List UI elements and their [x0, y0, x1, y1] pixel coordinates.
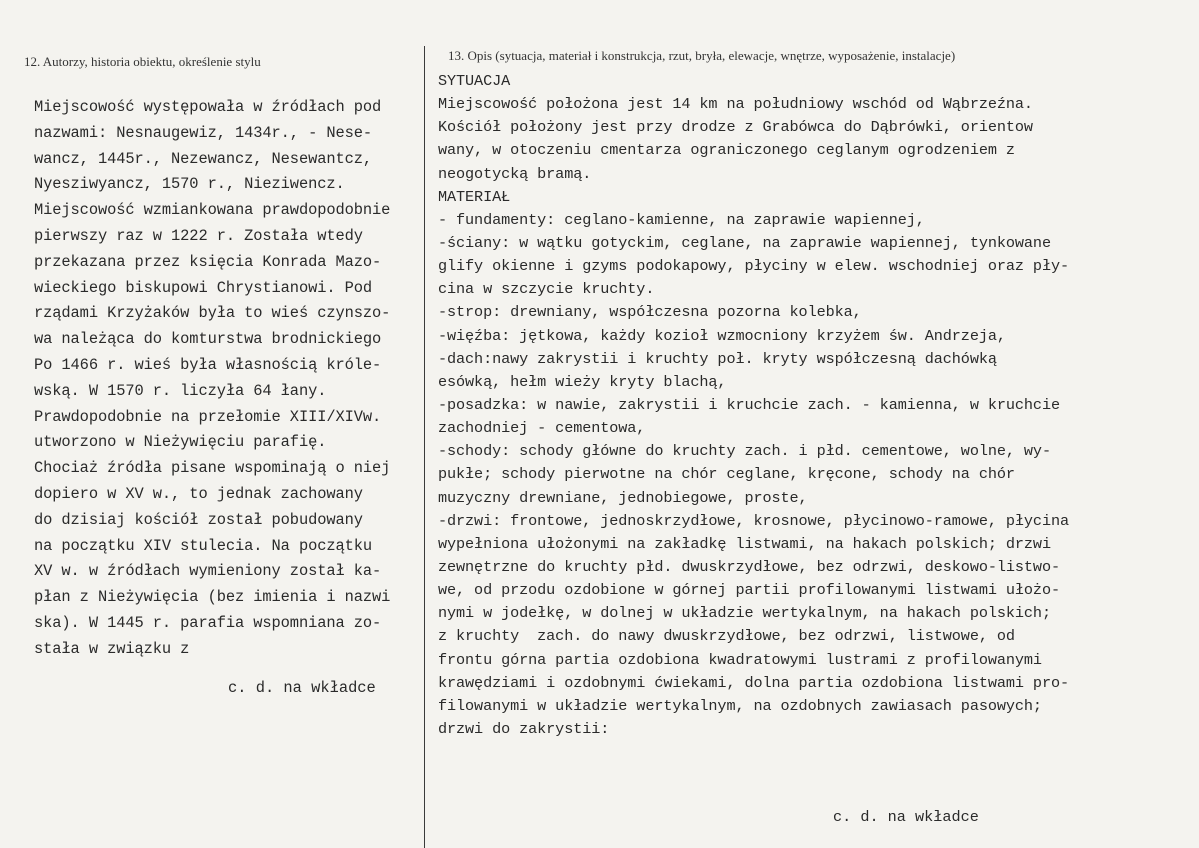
text-line: utworzono w Nieżywięciu parafię. — [34, 433, 327, 452]
text-line: -dach:nawy zakrystii i kruchty poł. kryty współczesną dachówką — [438, 349, 997, 368]
text-line: Po 1466 r. wieś była własnością króle- — [34, 355, 382, 374]
description-text-block — [438, 70, 1183, 741]
text-line: wa należąca do komturstwa brodnickiego — [34, 330, 382, 349]
text-line: zewnętrzne do kruchty płd. dwuskrzydłowe, bez odrzwi, deskowo-listwo- — [438, 557, 1060, 576]
text-line: frontu górna partia ozdobiona kwadratowymi lustrami z profilowanymi — [438, 650, 1042, 669]
right-continuation-note: c. d. na wkładce — [833, 808, 979, 826]
text-line: Prawdopodobnie na przełomie XIII/XIVw. — [34, 407, 382, 426]
text-line: neogotycką bramą. — [438, 164, 592, 183]
text-line: zachodniej - cementowa, — [438, 419, 646, 438]
text-line: filowanymi w układzie wertykalnym, na ozdobnych zawiasach pasowych; — [438, 696, 1042, 715]
text-line: do dzisiaj kościół został pobudowany — [34, 510, 363, 529]
text-line: Chociaż źródła pisane wspominają o niej — [34, 459, 391, 478]
text-line: stała w związku z — [34, 639, 190, 658]
left-continuation-note: c. d. na wkładce — [228, 679, 376, 697]
text-line: Miejscowość występowała w źródłach pod — [34, 98, 382, 116]
text-line: -ściany: w wątku gotyckim, ceglane, na zaprawie wapiennej, tynkowane — [438, 233, 1051, 252]
text-line: -schody: schody główne do kruchty zach. i płd. cementowe, wolne, wy- — [438, 442, 1051, 461]
section-heading-sytuacja: SYTUACJA — [438, 72, 511, 90]
text-line: esówką, hełm wieży kryty blachą, — [438, 372, 727, 391]
text-line: muzyczny drewniane, jednobiegowe, proste, — [438, 488, 808, 507]
text-line: we, od przodu ozdobione w górnej partii profilowanymi listwami ułożo- — [438, 581, 1060, 600]
text-line: cina w szczycie kruchty. — [438, 280, 655, 299]
text-line: z kruchty zach. do nawy dwuskrzydłowe, bez odrzwi, listwowe, od — [438, 627, 1015, 646]
text-line: Nyesziwyancz, 1570 r., Nieziwencz. — [34, 175, 345, 194]
text-line: wypełniona ułożonymi na zakładkę listwami, na hakach polskich; drzwi — [438, 534, 1051, 553]
text-line: - fundamenty: ceglano-kamienne, na zaprawie wapiennej, — [438, 210, 925, 229]
text-line: Kościół położony jest przy drodze z Grabówca do Dąbrówki, orientow — [438, 118, 1033, 137]
text-line: -więźba: jętkowa, każdy kozioł wzmocniony krzyżem św. Andrzeja, — [438, 326, 1006, 345]
text-line: pierwszy raz w 1222 r. Została wtedy — [34, 226, 363, 245]
section-heading-material: MATERIAŁ — [438, 187, 511, 206]
text-line: nymi w jodełkę, w dolnej w układzie wertykalnym, na hakach polskich; — [438, 604, 1051, 623]
text-line: przekazana przez księcia Konrada Mazo- — [34, 252, 382, 271]
text-line: rządami Krzyżaków była to wieś czynszo- — [34, 304, 391, 323]
right-section-header: 13. Opis (sytuacja, materiał i konstrukcja, rzut, bryła, elewacje, wnętrze, wyposażenie, instalacje) — [448, 48, 956, 63]
text-line: XV w. w źródłach wymieniony został ka- — [34, 562, 382, 581]
text-line: drzwi do zakrystii: — [438, 719, 610, 738]
text-line: wany, w otoczeniu cmentarza ograniczonego ceglanym ogrodzeniem z — [438, 141, 1015, 160]
text-line: -drzwi: frontowe, jednoskrzydłowe, krosnowe, płycinowo-ramowe, płycina — [438, 511, 1069, 530]
text-line: dopiero w XV w., to jednak zachowany — [34, 484, 363, 503]
text-line: -posadzka: w nawie, zakrystii i kruchcie zach. - kamienna, w kruchcie — [438, 395, 1060, 414]
text-line: Miejscowość wzmiankowana prawdopodobnie — [34, 201, 391, 220]
text-line: nazwami: Nesnaugewiz, 1434r., - Nese- — [34, 123, 373, 142]
text-line: płan z Nieżywięcia (bez imienia i nazwi — [34, 588, 391, 607]
text-line: wieckiego biskupowi Chrystianowi. Pod — [34, 278, 373, 297]
text-line: -strop: drewniany, współczesna pozorna kolebka, — [438, 303, 862, 322]
text-line: glify okienne i gzyms podokapowy, płyciny w elew. wschodniej oraz pły- — [438, 257, 1069, 276]
column-divider — [424, 46, 425, 848]
text-line: wską. W 1570 r. liczyła 64 łany. — [34, 381, 327, 400]
text-line: wancz, 1445r., Nezewancz, Nesewantcz, — [34, 149, 373, 168]
history-text-block — [34, 95, 419, 663]
text-line: na początku XIV stulecia. Na początku — [34, 536, 373, 555]
text-line: pukłe; schody pierwotne na chór ceglane, kręcone, schody na chór — [438, 465, 1015, 484]
text-line: krawędziami i ozdobnymi ćwiekami, dolna partia ozdobiona listwami pro- — [438, 673, 1069, 692]
text-line: Miejscowość położona jest 14 km na południowy wschód od Wąbrzeźna. — [438, 95, 1033, 114]
left-section-header: 12. Autorzy, historia obiektu, określenie stylu — [24, 54, 261, 69]
text-line: ska). W 1445 r. parafia wspomniana zo- — [34, 613, 382, 632]
